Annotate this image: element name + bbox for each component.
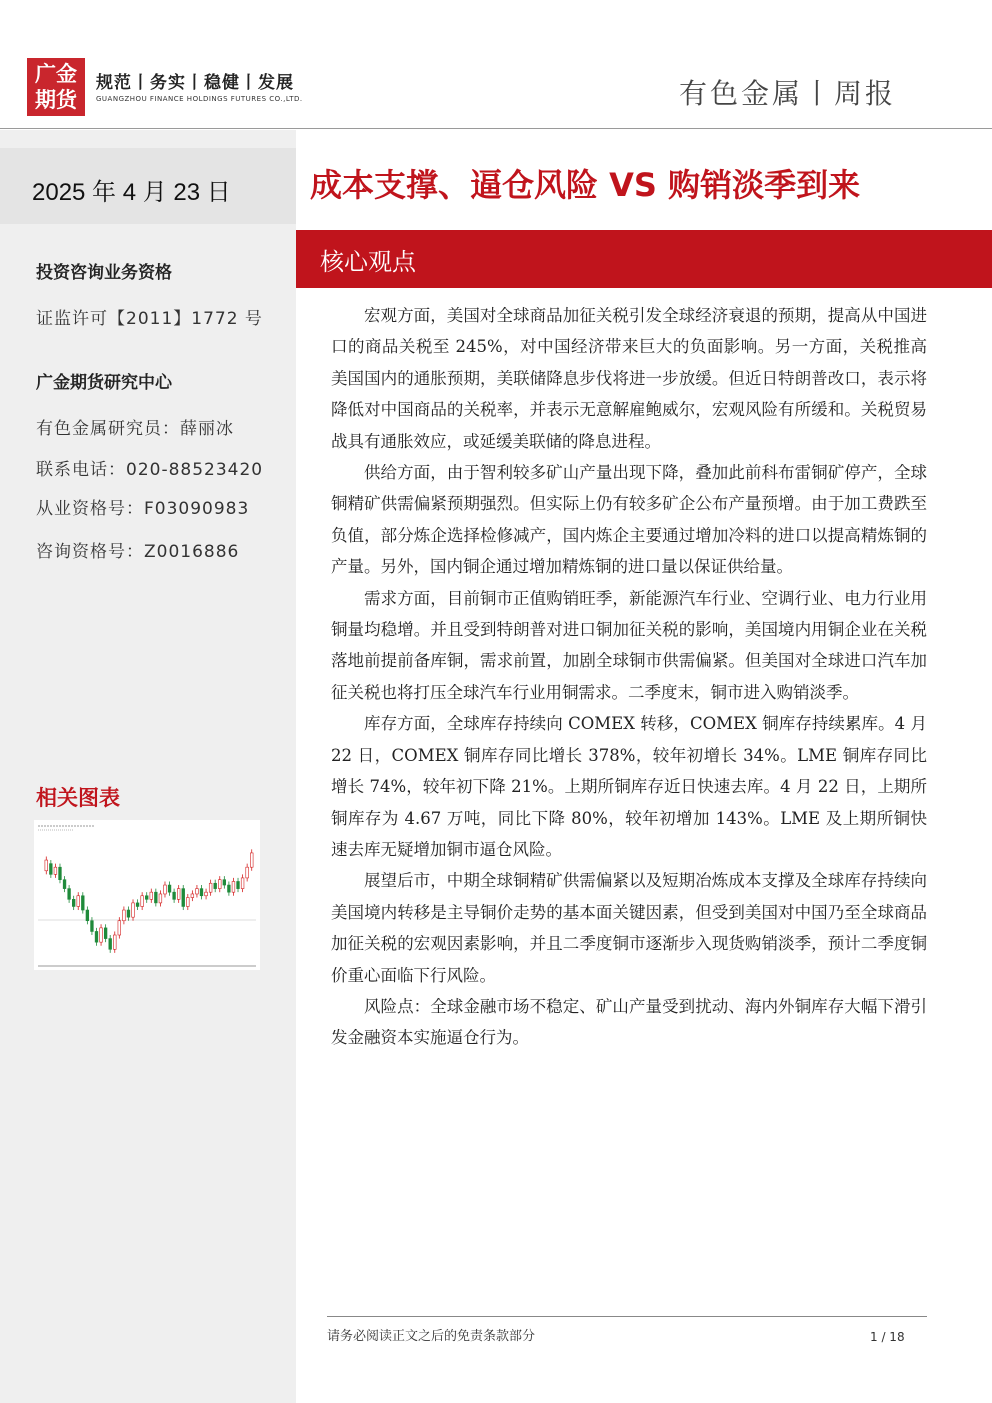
header-divider: [0, 128, 992, 129]
report-title: 成本支撑、逼仓风险 VS 购销淡季到来: [310, 166, 861, 204]
report-type: 有色金属丨周报: [678, 77, 896, 110]
candle-body: [159, 894, 162, 903]
candle-body: [136, 903, 139, 907]
candle-body: [113, 935, 116, 949]
candle-body: [223, 880, 226, 885]
practice-qualification: 从业资格号：F03090983: [36, 499, 250, 519]
footer-divider: [327, 1316, 927, 1317]
candle-body: [241, 878, 244, 889]
candle-body: [214, 883, 217, 888]
candle-body: [250, 853, 253, 867]
paragraph-demand: 需求方面，目前铜市正值购销旺季，新能源汽车行业、空调行业、电力行业用铜量均稳增。并且受到特朗普对进口铜加征关税的影响，美国境内用铜企业在关税落地前提前备库铜，需求前置，加剧全球铜市供需偏紧。但美国对全球进口汽车加征关税也将打压全球汽车行业用铜需求。二季度末，铜市进入购销淡季。: [331, 588, 927, 702]
candle-body: [164, 885, 167, 894]
candle-body: [200, 889, 203, 896]
page-header: [0, 0, 992, 130]
candle-body: [177, 889, 180, 900]
candle-body: [154, 892, 157, 903]
candle-body: [127, 910, 130, 917]
candle-body: [196, 889, 199, 894]
company-english-name: GUANGZHOU FINANCE HOLDINGS FUTURES CO.,LTD.: [96, 95, 303, 103]
page-number: 1 / 18: [870, 1330, 905, 1344]
paragraph-supply: 供给方面，由于智利较多矿山产量出现下降，叠加此前科布雷铜矿停产，全球铜精矿供需偏紧预期强烈。但实际上仍有较多矿企公布产量预增。由于加工费跌至负值，部分炼企选择检修减产，国内炼企主要通过增加冷料的进口以提高精炼铜的产量。另外，国内铜企通过增加精炼铜的进口量以保证供给量。: [331, 463, 927, 577]
body-text: [331, 300, 927, 1054]
candle-body: [246, 867, 249, 878]
candle-body: [95, 931, 98, 942]
candle-body: [45, 860, 48, 871]
paragraph-macro: 宏观方面，美国对全球商品加征关税引发全球经济衰退的预期，提高从中国进口的商品关税至 245%，对中国经济带来巨大的负面影响。另一方面，关税推高美国国内的通胀预期，美联储降息步伐将进一步放缓。但近日特朗普改口，表示将降低对中国商品的关税率，并表示无意解雇鲍威尔，宏观风险有所缓和。关税贸易战具有通胀效应，或延缓美联储的降息进程。: [331, 306, 927, 451]
candle-body: [86, 910, 89, 921]
candle-body: [218, 880, 221, 889]
section-title: 核心观点: [320, 248, 416, 276]
research-center: 广金期货研究中心: [36, 373, 172, 393]
consult-qualification: 咨询资格号：Z0016886: [36, 542, 240, 562]
qualification-heading: 投资咨询业务资格: [36, 263, 172, 283]
candle-body: [91, 921, 94, 932]
candle-body: [100, 928, 103, 942]
candle-body: [209, 883, 212, 892]
license-number: 证监许可【2011】1772 号: [36, 309, 263, 329]
disclaimer-note: 请务必阅读正文之后的免责条款部分: [327, 1329, 536, 1344]
company-logo: [27, 58, 85, 116]
logo-line-2: 期货: [35, 88, 77, 112]
paragraph-inventory: 库存方面，全球库存持续向 COMEX 转移，COMEX 铜库存持续累库。4 月 22 日，COMEX 铜库存同比增长 378%，较年初增长 34%。LME 铜库存同比增长 74%，较年初下降 21%。上期所铜库存近日快速去库。4 月 22 日，上期所铜库存为 4.67 万吨，同比下降 80%，较年初增加 143%。LME 及上期所铜快速去库无疑增加铜市逼仓风险。: [331, 714, 927, 859]
candle-body: [150, 892, 153, 899]
related-chart-thumbnail[interactable]: [34, 820, 260, 970]
candle-body: [81, 896, 84, 910]
contact-phone: 联系电话：020-88523420: [36, 460, 264, 480]
candle-body: [132, 903, 135, 917]
candle-body: [118, 921, 121, 935]
candle-body: [141, 896, 144, 907]
candle-body: [68, 889, 71, 900]
logo-line-1: 广金: [35, 62, 77, 86]
candle-body: [191, 894, 194, 898]
candle-body: [72, 899, 75, 906]
candle-body: [186, 898, 189, 907]
candle-body: [173, 892, 176, 899]
candle-body: [109, 939, 112, 950]
paragraph-outlook: 展望后市，中期全球铜精矿供需偏紧以及短期冶炼成本支撑及全球库存持续向美国境内转移是主导铜价走势的基本面关键因素，但受到美国对中国乃至全球商品加征关税的宏观因素影响，并且二季度铜市逐渐步入现货购销淡季，预计二季度铜价重心面临下行风险。: [331, 871, 927, 985]
paragraph-risk: 风险点：全球金融市场不稳定、矿山产量受到扰动、海内外铜库存大幅下滑引发金融资本实施逼仓行为。: [331, 996, 927, 1048]
candlestick-chart: [34, 820, 260, 970]
report-date: 2025 年 4 月 23 日: [32, 179, 231, 206]
candle-body: [63, 880, 66, 889]
candle-body: [59, 867, 62, 879]
candle-body: [182, 889, 185, 907]
candle-body: [49, 864, 52, 875]
candle-body: [205, 892, 208, 896]
candle-body: [77, 896, 80, 907]
candle-body: [237, 881, 240, 888]
candle-body: [54, 867, 57, 874]
candle-body: [145, 896, 148, 900]
candle-body: [104, 928, 107, 939]
candle-body: [168, 885, 171, 892]
researcher-name: 有色金属研究员：薛丽冰: [36, 419, 234, 439]
candle-body: [123, 910, 126, 921]
related-charts-heading: 相关图表: [36, 786, 120, 810]
candle-body: [228, 885, 231, 892]
company-slogan: 规范丨务实丨稳健丨发展: [96, 73, 294, 93]
candle-body: [232, 881, 235, 892]
